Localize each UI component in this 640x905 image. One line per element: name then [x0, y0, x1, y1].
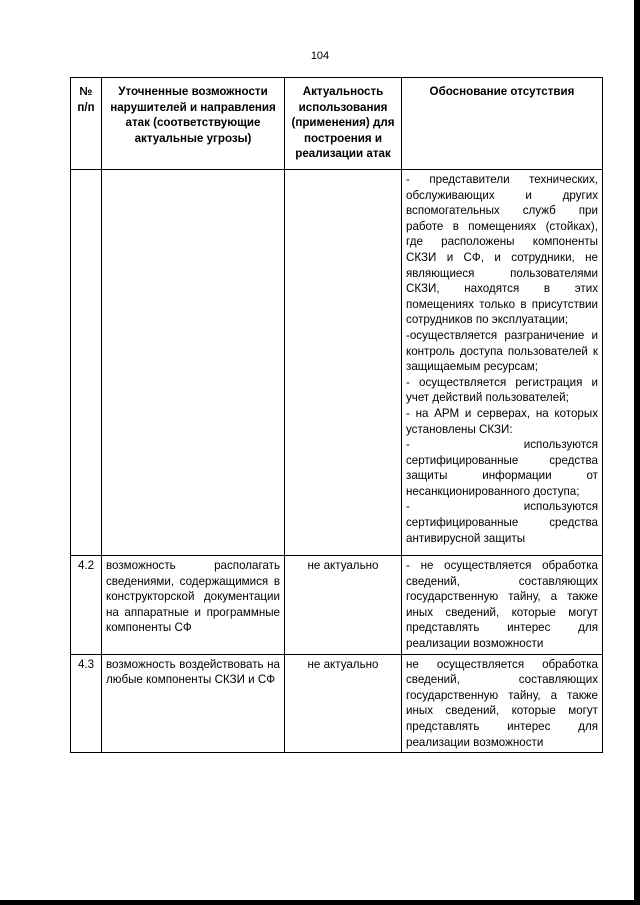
justification-item: - на АРМ и серверах, на которых установлены СКЗИ: — [406, 406, 598, 436]
row-justification — [402, 654, 603, 753]
row-relevance: не актуально — [285, 556, 402, 655]
row-relevance — [285, 170, 402, 556]
page-edge-right — [634, 0, 640, 905]
table-row — [71, 654, 603, 753]
table-header-row — [71, 78, 603, 170]
row-relevance: не актуально — [285, 654, 402, 753]
header-justification: Обоснование отсутствия — [402, 78, 603, 170]
justification-item: - используются сертифицированные средства защиты информации от несанкционированного доступа; — [406, 438, 598, 498]
table-row — [71, 556, 603, 655]
justification-item: - используются сертифицированные средства антивирусной защиты — [406, 500, 598, 545]
row-capability — [102, 170, 285, 556]
row-number — [71, 170, 102, 556]
threat-table — [70, 77, 603, 753]
header-capability: Уточненные возможности нарушителей и направления атак (соответствующие актуальные угрозы) — [102, 78, 285, 170]
justification-item: - представители технических, обслуживающих и других вспомогательных служб при работе в помещениях (стойках), где расположены компоненты СКЗИ и СФ, и сотрудники, не являющиеся пользователями СКЗИ, находятся в этих помещениях только в присутствии сотрудников по эксплуатации; — [406, 173, 598, 327]
justification-item: - не осуществляется обработка сведений, составляющих государственную тайну, а также иных сведений, которые могут представлять интерес для реализации возможности — [406, 559, 598, 650]
row-capability: возможность располагать сведениями, содержащимися в конструкторской документации на аппаратные и программные компоненты СФ — [102, 556, 285, 655]
table-row — [71, 170, 603, 556]
row-capability: возможность воздействовать на любые компоненты СКЗИ и СФ — [102, 654, 285, 753]
justification-item: -осуществляется разграничение и контроль доступа пользователей к защищаемым ресурсам; — [406, 328, 598, 374]
header-number: № п/п — [71, 78, 102, 170]
page-number: 104 — [310, 50, 330, 62]
row-number: 4.3 — [71, 654, 102, 753]
justification-item: - осуществляется регистрация и учет действий пользователей; — [406, 375, 598, 405]
row-number: 4.2 — [71, 556, 102, 655]
row-justification — [402, 170, 603, 556]
row-justification — [402, 556, 603, 655]
justification-item: не осуществляется обработка сведений, составляющих государственную тайну, а также иных сведений, которые могут представлять интерес для реализации возможности — [406, 657, 598, 749]
page-edge-bottom — [0, 900, 640, 905]
header-relevance: Актуальность использования (применения) для построения и реализации атак — [285, 78, 402, 170]
